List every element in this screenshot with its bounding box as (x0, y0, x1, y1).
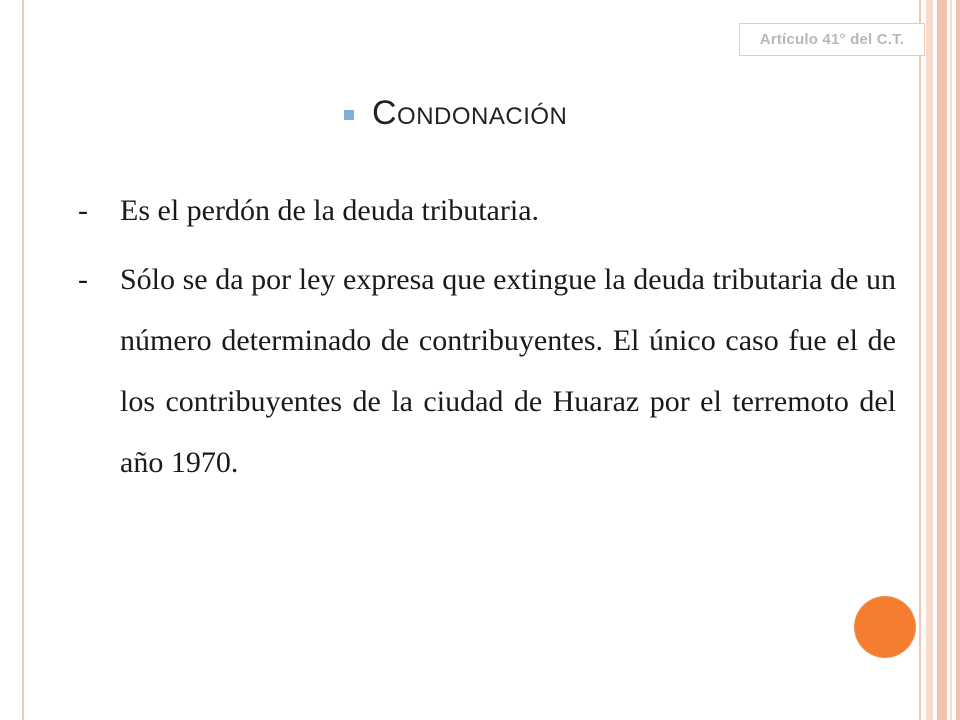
decorative-circle (855, 597, 915, 657)
dash-marker: - (78, 194, 88, 227)
article-tag (739, 23, 925, 56)
right-border-stripe (937, 0, 947, 720)
right-border-stripe (926, 0, 933, 720)
list-item-text: Es el perdón de la deuda tributaria. (120, 194, 540, 227)
square-bullet-icon (344, 110, 354, 120)
left-border-line (22, 0, 24, 720)
dash-marker: - (78, 263, 88, 296)
list-item (66, 188, 896, 234)
content-list (66, 188, 896, 493)
slide-title-text: Condonación (372, 94, 568, 132)
right-border-stripe (919, 0, 921, 720)
slide-title (344, 94, 567, 133)
article-tag-label: Artículo 41° del C.T. (759, 31, 905, 48)
list-item (66, 257, 896, 493)
list-item-text: Sólo se da por ley expresa que extingue la deuda tributaria de un número determinado de contribuyentes. El único caso fue el de los contribuyentes de la ciudad de Huaraz por el terremoto del año 1970. (120, 263, 896, 479)
right-border-stripe (950, 0, 952, 720)
right-border-stripe (956, 0, 960, 720)
